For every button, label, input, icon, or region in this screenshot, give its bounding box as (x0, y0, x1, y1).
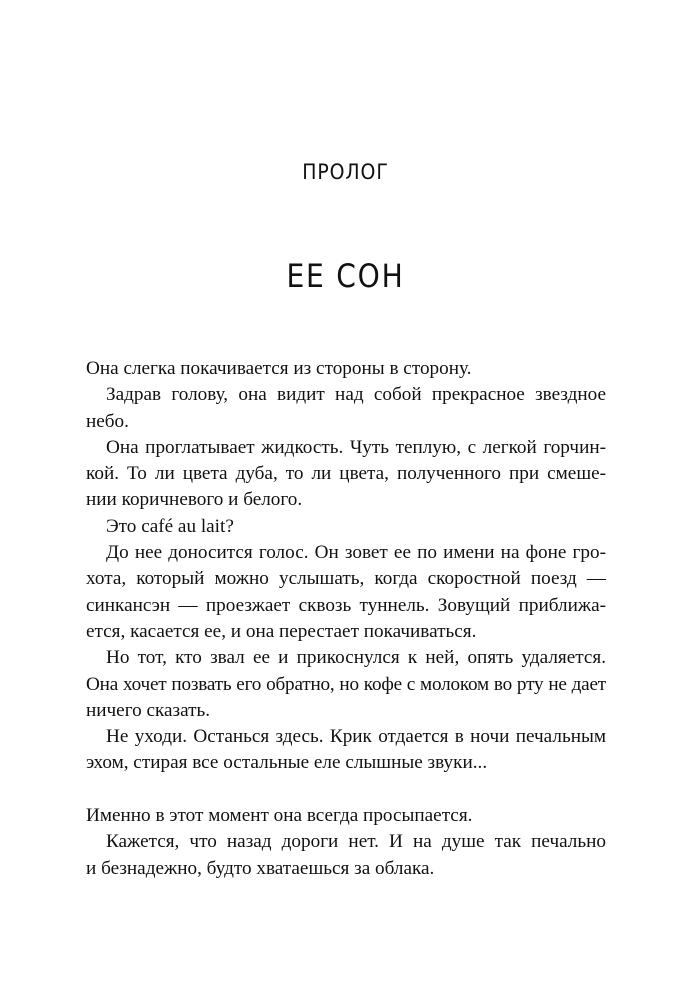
paragraph-line: Она проглатывает жидкость. Чуть теплую, с легкой горчин- (106, 436, 606, 458)
body-text (86, 356, 606, 882)
paragraph-line: До нее доносится голос. Он зовет ее по имени на фоне гро- (106, 542, 606, 564)
paragraph-line: нии коричневого и белого. (86, 489, 303, 511)
paragraph-line: ется, касается ее, и она перестает покачиваться. (86, 620, 477, 642)
paragraph-line: Не уходи. Останься здесь. Крик отдается в ночи печальным (106, 726, 606, 748)
paragraph-line: Именно в этот момент она всегда просыпается. (86, 805, 473, 827)
paragraph-line: Задрав голову, она видит над собой прекрасное звездное (106, 384, 606, 406)
paragraph-line: небо. (86, 410, 129, 432)
paragraph-line: ничего сказать. (86, 699, 211, 721)
paragraph-line: хота, который можно услышать, когда скоростной поезд — (86, 568, 606, 590)
paragraph-line: эхом, стирая все остальные еле слышные звуки... (86, 752, 488, 774)
section-label: ПРОЛОГ (302, 160, 389, 184)
paragraph-line: и безнадежно, будто хватаешься за облака. (86, 857, 435, 879)
paragraph-line: кой. То ли цвета дуба, то ли цвета, полученного при смеше- (86, 463, 606, 485)
paragraph-line: Кажется, что назад дороги нет. И на душе так печально (106, 831, 606, 853)
chapter-title: ЕЕ СОН (286, 257, 405, 295)
paragraph-line: синкансэн — проезжает сквозь туннель. Зовущий приближа- (86, 594, 606, 616)
section-break (86, 777, 606, 803)
paragraph-line: Это café au lait? (106, 515, 234, 537)
paragraph-line: Но тот, кто звал ее и прикоснулся к ней, опять удаляется. (106, 647, 606, 669)
paragraph-line: Она хочет позвать его обратно, но кофе с молоком во рту не дает (86, 673, 606, 695)
paragraph-line: Она слегка покачивается из стороны в сторону. (86, 358, 472, 379)
